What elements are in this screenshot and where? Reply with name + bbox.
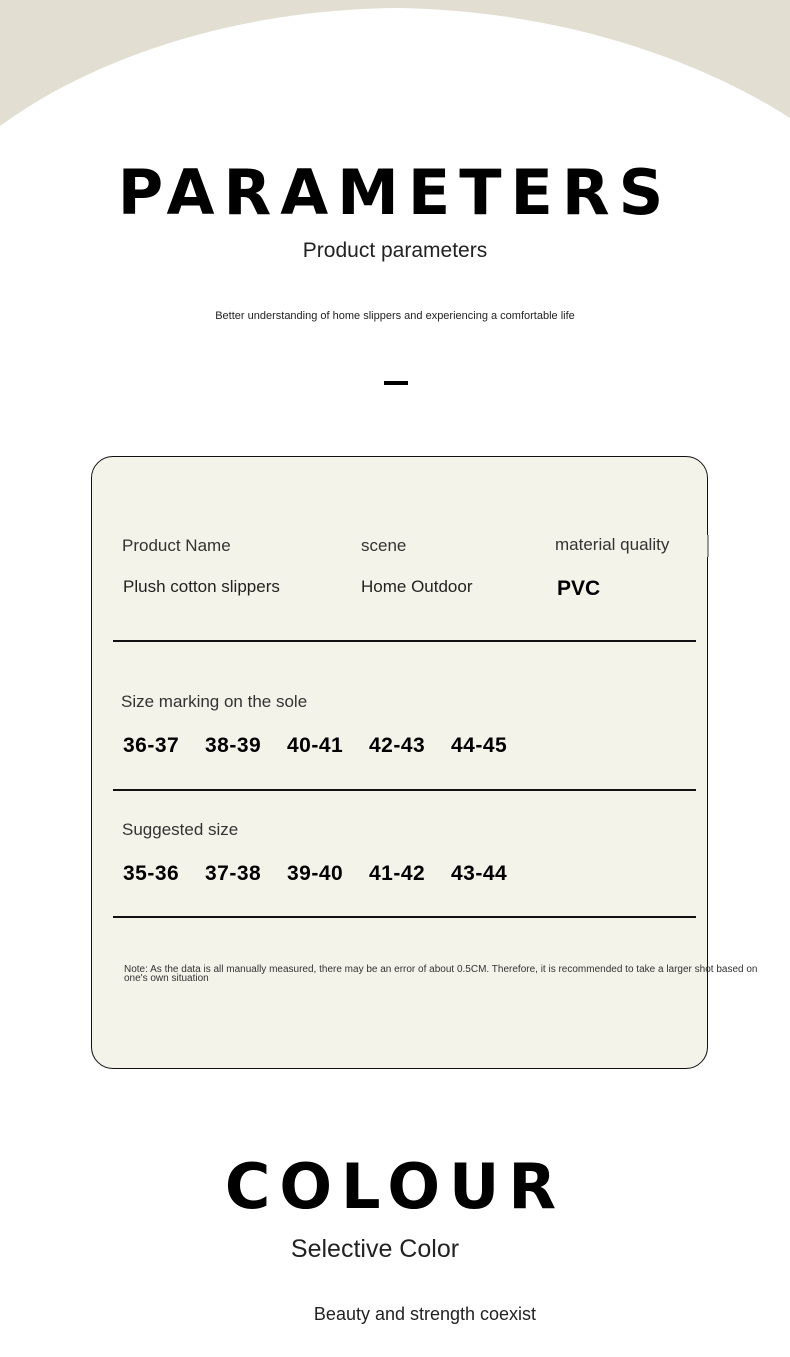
parameters-subtitle: Product parameters — [302, 239, 488, 262]
divider-dash — [384, 381, 408, 385]
colour-caption: Beauty and strength coexist — [313, 1304, 537, 1324]
divider-line — [113, 640, 696, 642]
sole-size-label: Size marking on the sole — [121, 692, 308, 711]
suggested-size-value: 41-42 — [369, 862, 426, 885]
parameters-card — [91, 456, 758, 1069]
parameters-title: PARAMETERS — [117, 156, 673, 229]
colour-title: COLOUR — [224, 1150, 566, 1223]
sole-size-value: 40-41 — [287, 734, 344, 757]
sole-size-value: 44-45 — [451, 734, 508, 757]
suggested-size-row — [123, 862, 509, 886]
divider-line — [113, 916, 696, 918]
sole-size-value: 36-37 — [123, 734, 180, 757]
sole-size-value: 42-43 — [369, 734, 426, 757]
suggested-size-value: 37-38 — [205, 862, 262, 885]
colour-subtitle: Selective Color — [290, 1235, 460, 1263]
suggested-size-value: 39-40 — [287, 862, 344, 885]
material-value: PVC — [557, 577, 601, 600]
suggested-size-label: Suggested size — [122, 820, 239, 839]
suggested-size-value: 43-44 — [451, 862, 508, 885]
product-name-label: Product Name — [122, 536, 231, 555]
divider-line — [113, 789, 696, 791]
parameters-caption: Better understanding of home slippers and experiencing a comfortable life — [215, 310, 575, 322]
scene-value: Home Outdoor — [361, 577, 473, 596]
background-arc — [0, 0, 790, 140]
scene-label: scene — [361, 536, 407, 555]
suggested-size-value: 35-36 — [123, 862, 180, 885]
side-marker — [707, 535, 709, 557]
sole-size-row — [123, 734, 509, 758]
measurement-note: Note: As the data is all manually measured, there may be an error of about 0.5CM. Therefore, it is recommended to take a larger shot based on one's own situation — [124, 964, 758, 984]
product-name-value: Plush cotton slippers — [123, 577, 280, 596]
material-label: material quality — [555, 535, 670, 554]
sole-size-value: 38-39 — [205, 734, 262, 757]
